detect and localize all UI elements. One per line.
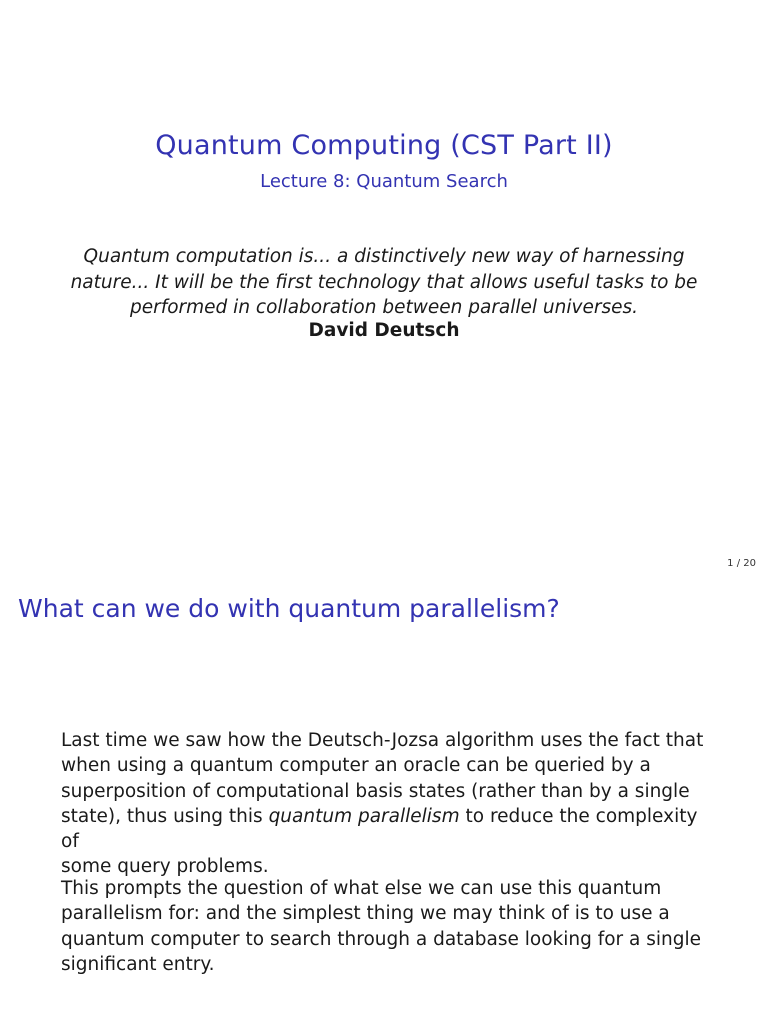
presentation-title: Quantum Computing (CST Part II) bbox=[155, 130, 613, 161]
paragraph-line: This prompts the question of what else we can use this quantum bbox=[61, 878, 662, 899]
line-text: state), thus using this bbox=[61, 805, 269, 827]
paragraph-line: when using a quantum computer an oracle can be queried by a bbox=[61, 755, 651, 777]
quote-line: performed in collaboration between parallel universes. bbox=[129, 297, 639, 318]
paragraph-line: significant entry. bbox=[61, 953, 215, 975]
content-slide bbox=[0, 576, 768, 1024]
paragraph-line: quantum computer to search through a database looking for a single bbox=[61, 928, 702, 950]
body-paragraph bbox=[61, 728, 721, 880]
epigraph-quote bbox=[60, 244, 708, 321]
quote-author: David Deutsch bbox=[308, 320, 460, 341]
body-paragraph bbox=[61, 876, 721, 977]
lecture-subtitle: Lecture 8: Quantum Search bbox=[260, 171, 508, 192]
emphasized-term: quantum parallelism bbox=[268, 805, 460, 827]
page-number: 1 / 20 bbox=[727, 558, 756, 569]
paragraph-line: some query problems. bbox=[61, 856, 269, 878]
paragraph-line: superposition of computational basis states (rather than by a single bbox=[61, 780, 690, 802]
paragraph-line: parallelism for: and the simplest thing we may think of is to use a bbox=[61, 903, 670, 925]
paragraph-line: Last time we saw how the Deutsch-Jozsa algorithm uses the fact that bbox=[61, 730, 704, 751]
frame-title: What can we do with quantum parallelism? bbox=[18, 594, 560, 623]
line-text: to reduce the complexity of bbox=[61, 805, 698, 853]
quote-line: nature... It will be the first technology that allows useful tasks to be bbox=[70, 271, 698, 293]
paragraph-line bbox=[61, 804, 721, 855]
quote-line: Quantum computation is... a distinctively new way of harnessing bbox=[83, 246, 685, 267]
